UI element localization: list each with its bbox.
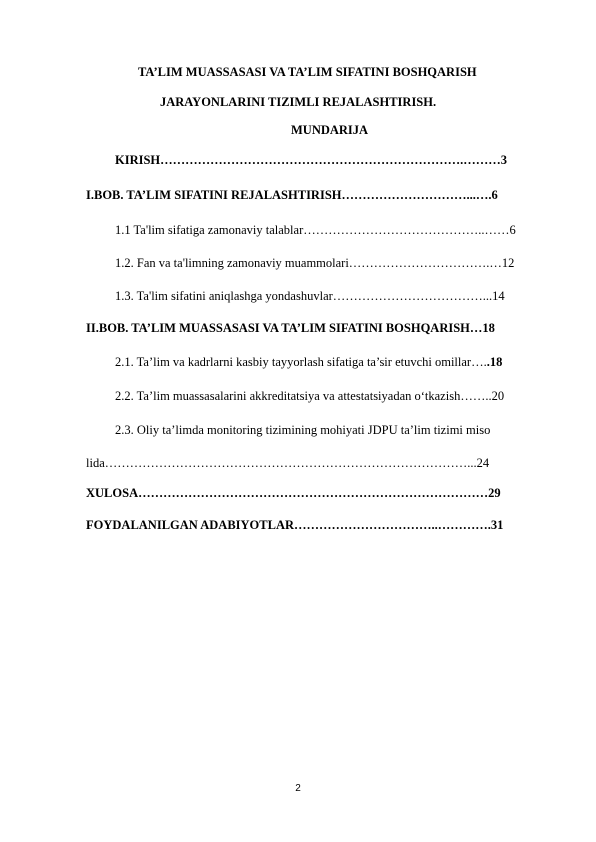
toc-entry-2-1-page: .18 (486, 355, 503, 369)
toc-entry-2-3-continued: lida……………………………………………………………………………...24 (86, 456, 490, 470)
toc-entry-chapter-1: I.BOB. TA’LIM SIFATINI REJALASHTIRISH…………………………...….6 (86, 188, 498, 202)
document-title-line-2: JARAYONLARINI TIZIMLI REJALASHTIRISH. (160, 95, 437, 109)
toc-entry-1-1: 1.1 Ta'lim sifatiga zamonaviy talablar……………………………………..……6 (115, 223, 516, 237)
toc-entry-1-2: 1.2. Fan va ta'limning zamonaviy muammolari…………………………….…12 (115, 256, 515, 270)
toc-entry-1-3: 1.3. Ta'lim sifatini aniqlashga yondashuvlar………………………………...14 (115, 289, 505, 303)
toc-entry-bibliography: FOYDALANILGAN ADABIYOTLAR……………………………..………….31 (86, 518, 504, 532)
toc-entry-chapter-2: II.BOB. TA’LIM MUASSASASI VA TA’LIM SIFATINI BOSHQARISH…18 (86, 321, 495, 335)
toc-entry-xulosa: XULOSA…………………………………………………………………………29 (86, 486, 501, 500)
toc-heading: MUNDARIJA (291, 123, 369, 137)
document-title-line-1: TA’LIM MUASSASASI VA TA’LIM SIFATINI BOSHQARISH (138, 65, 477, 79)
page-number: 2 (295, 783, 301, 794)
toc-entry-2-1-title: 2.1. Ta’lim va kadrlarni kasbiy tayyorlash sifatiga ta’sir etuvchi omillar…. (115, 355, 487, 369)
toc-entry-kirish: KIRISH……………………………………………………………….………3 (115, 153, 508, 167)
toc-entry-2-3: 2.3. Oliy ta’limda monitoring tizimining mohiyati JDPU ta’lim tizimi miso (115, 423, 491, 437)
toc-entry-2-2: 2.2. Ta’lim muassasalarini akkreditatsiya va attestatsiyadan o‘tkazish……..20 (115, 389, 505, 403)
toc-entry-2-1 (115, 354, 502, 370)
